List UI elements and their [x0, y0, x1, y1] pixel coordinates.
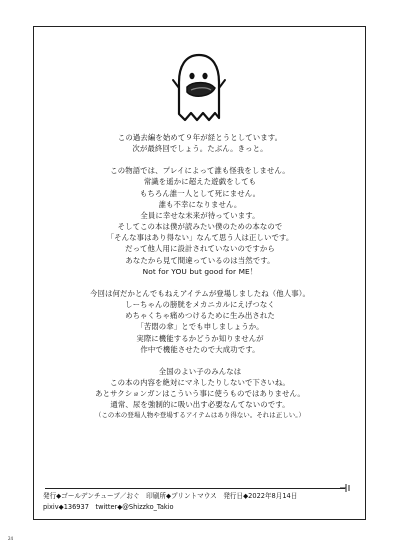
- afterword-line: あとサクションガンはこういう事に使うものではありません。: [95, 389, 305, 399]
- afterword-line: 「苦悶の傘」とでも申しましょうか。: [136, 322, 264, 332]
- afterword-line: 全国のよい子のみんなは: [158, 366, 242, 376]
- afterword-line: 今回は何だかとんでもねえアイテムが登場しましたね（他人事）。: [90, 288, 310, 298]
- afterword-line: もちろん誰一人として死にません。: [139, 188, 261, 198]
- afterword-text: [40, 132, 360, 422]
- paragraph-gap: [40, 355, 360, 366]
- page-number: 24: [8, 536, 14, 541]
- colophon-contact-line: pixiv◆136937 twitter◆@Shizzko_Takio: [43, 503, 174, 511]
- afterword-line: 次が最終回でしょう。たぶん。きっと。: [132, 144, 268, 154]
- afterword-note: （この本の登場人物や登場するアイテムはあり得ない。それは正しい。）: [94, 411, 306, 420]
- afterword-line: この過去編を始めて９年が経とうとしています。: [117, 133, 283, 142]
- paragraph-gap: [40, 154, 360, 165]
- afterword-line: 誰も不幸になりません。: [158, 199, 242, 209]
- afterword-line: この本の内容を絶対にマネしたりしないで下さいね。: [110, 377, 290, 387]
- afterword-line: 実際に機能するかどうか知りませんが: [136, 333, 264, 343]
- colophon-divider: [45, 488, 345, 489]
- afterword-line: 通常、尿を強制的に吸い出す必要なんてないのです。: [110, 400, 290, 410]
- afterword-line: 「そんな事はあり得ない」なんて思う人は正しいです。: [106, 233, 294, 243]
- paragraph-gap: [40, 277, 360, 288]
- colophon-publisher-line: 発行◆ゴールデンチューブ／おぐ 印刷所◆プリントマウス 発行日◆2022年8月14日: [43, 492, 298, 500]
- colophon: [43, 491, 363, 513]
- afterword-line: この物語では、プレイによって誰も怪我をしません。: [110, 166, 290, 176]
- afterword-line: だって他人用に設計されていないのですから: [125, 244, 275, 254]
- afterword-line: Not for YOU but good for ME！: [142, 266, 258, 276]
- afterword-line: 常識を遥かに超えた遊戯をしても: [143, 177, 257, 187]
- ghost-mascot-illustration: [171, 52, 227, 124]
- afterword-line: めちゃくちゃ痛めつけるために生み出された: [125, 311, 275, 321]
- afterword-line: 全員に幸せな未来が待っています。: [140, 210, 260, 220]
- afterword-line: あなたから見て間違っているのは当然です。: [125, 255, 275, 265]
- afterword-line: そしてこの本は僕が読みたい僕のための本なので: [117, 222, 283, 232]
- afterword-line: 作中で機能させたので大成功です。: [140, 344, 260, 354]
- afterword-line: しーちゃんの膀胱をメカニカルにえげつなく: [125, 300, 275, 310]
